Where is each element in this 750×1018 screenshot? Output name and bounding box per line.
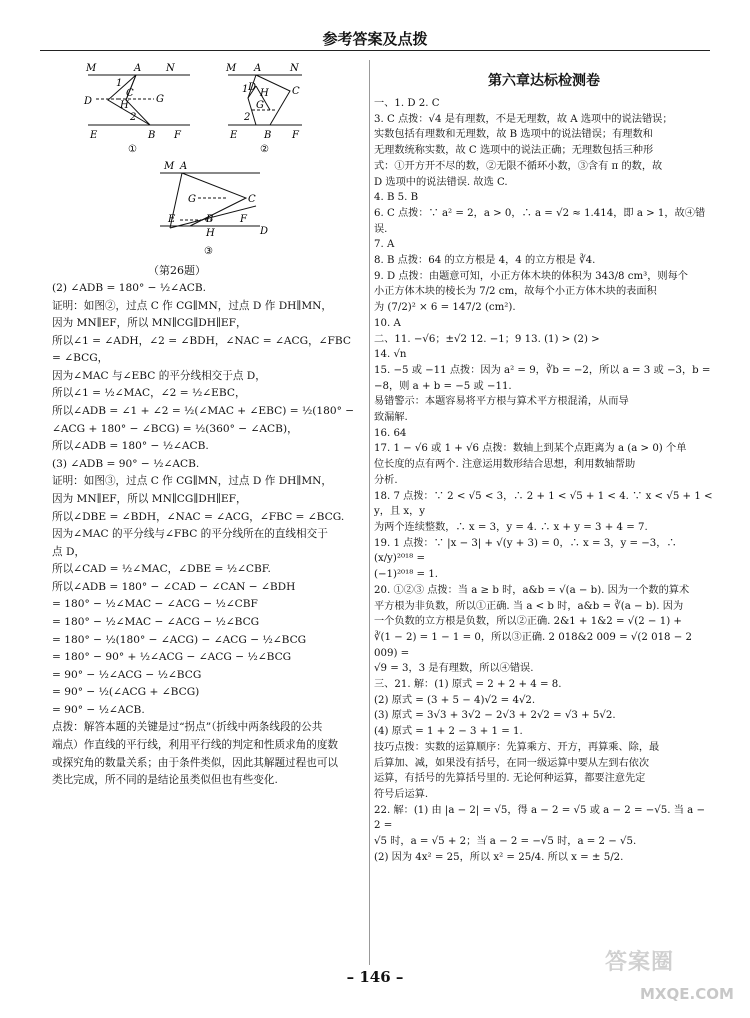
- fig1-label-m: M: [86, 63, 97, 74]
- fig1-label-e: E: [90, 130, 98, 141]
- right-line: 17. 1 − √6 或 1 + √6 点拨：数轴上到某个点距离为 a (a > 0) 个单: [374, 443, 687, 455]
- right-line: 分析.: [374, 474, 398, 486]
- figure-2: [228, 75, 302, 125]
- page-number: – 146 –: [346, 968, 404, 986]
- fig2-label-2: 2: [244, 112, 251, 123]
- fig1-label-g: G: [156, 94, 164, 105]
- left-column: [52, 280, 362, 790]
- left-line: 证明：如图②，过点 C 作 CG∥MN，过点 D 作 DH∥MN，: [52, 299, 333, 312]
- fig3-label-b: B: [206, 214, 214, 225]
- right-line: 一、1. D 2. C: [374, 98, 440, 109]
- fig3-label-g: G: [188, 194, 196, 205]
- right-column: [374, 96, 714, 865]
- fig2-caption: ②: [260, 144, 269, 155]
- figure-caption: （第26题）: [148, 264, 206, 277]
- right-line: 3. C 点拨：√4 是有理数，不是无理数，故 A 选项中的说法错误；: [374, 113, 673, 125]
- left-line: 所以∠ADB = 180° − ½∠ACB.: [52, 440, 209, 453]
- left-line: 所以∠CAD = ½∠MAC，∠DBE = ½∠CBF.: [52, 563, 271, 576]
- right-line: 为两个连续整数，∴ x = 3，y = 4. ∴ x + y = 3 + 4 = 7.: [374, 521, 648, 533]
- left-line: = 180° − ½∠MAC − ∠ACG − ½∠BCG: [52, 615, 260, 628]
- right-line: (−1)²⁰¹⁸ = 1.: [374, 569, 439, 581]
- right-line: 符号后运算.: [374, 788, 429, 800]
- left-line: 所以∠1 = ½∠MAC，∠2 = ½∠EBC，: [52, 387, 246, 400]
- left-line: = 90° − ½∠ACG − ½∠BCG: [52, 668, 202, 681]
- fig1-label-n: N: [166, 63, 175, 74]
- header-rule: [40, 50, 710, 51]
- fig1-label-f: F: [174, 130, 181, 141]
- left-line: 证明：如图③，过点 C 作 CG∥MN，过点 D 作 DH∥MN，: [52, 475, 333, 488]
- right-line: 8. B 点拨：64 的立方根是 4，4 的立方根是 ∛4.: [374, 255, 596, 267]
- left-line: = 180° − ½(180° − ∠ACG) − ∠ACG − ½∠BCG: [52, 633, 307, 646]
- right-line: 技巧点拨：实数的运算顺序：先算乘方、开方，再算乘、除，最: [374, 741, 660, 753]
- fig2-label-b: B: [264, 130, 272, 141]
- left-line: 因为∠MAC 的平分线与∠FBC 的平分线所在的直线相交于: [52, 528, 328, 541]
- right-line: 20. ①②③ 点拨：当 a ≥ b 时，a&b = √(a − b). 因为一个数的算术: [374, 584, 690, 596]
- left-line: 点 D，: [52, 545, 86, 558]
- fig3-label-m: M: [164, 161, 175, 172]
- fig1-label-a: A: [134, 63, 142, 74]
- page-header: 参考答案及点拨: [322, 30, 428, 48]
- fig2-label-c: C: [292, 86, 300, 97]
- right-line: √5 时，a = √5 + 2；当 a − 2 = −√5 时，a = 2 − √5.: [374, 836, 637, 848]
- right-line: −8，则 a + b = −5 或 −11.: [374, 380, 512, 392]
- left-line: = 180° − 90° + ½∠ACG − ∠ACG − ½∠BCG: [52, 651, 292, 664]
- right-line: 7. A: [374, 239, 395, 251]
- fig2-label-e: E: [230, 130, 238, 141]
- right-line: √9 = 3，3 是有理数，所以④错误.: [374, 663, 534, 675]
- right-line: 22. 解：(1) 由 |a − 2| = √5，得 a − 2 = √5 或 a − 2 = −√5. 当 a − 2 =: [374, 804, 705, 832]
- right-line: 9. D 点拨：由题意可知，小正方体木块的体积为 343/8 cm³，则每个: [374, 270, 688, 282]
- right-line: 二、11. −√6；±√2 12. −1；9 13. (1) > (2) >: [374, 333, 600, 345]
- fig2-label-h: H: [260, 88, 269, 99]
- left-line: 所以∠ADB = ∠1 + ∠2 = ½(∠MAC + ∠EBC) = ½(180° −: [52, 405, 355, 418]
- right-line: (2) 原式 = (3 + 5 − 4)√2 = 4√2.: [374, 694, 536, 706]
- right-line: 16. 64: [374, 427, 407, 439]
- fig3-label-a: A: [180, 161, 188, 172]
- left-line: ∠ACG + 180° − ∠BCG) = ½(360° − ∠ACB)，: [52, 422, 298, 435]
- right-line: 19. 1 点拨：∵ |x − 3| + √(y + 3) = 0，∴ x = 3，y = −3，∴ (x/y)²⁰¹⁸ =: [374, 537, 677, 565]
- right-line: 后算加、减，如果没有括号，在同一级运算中要从左到右依次: [374, 757, 650, 769]
- right-line: 运算，有括号的先算括号里的. 无论何种运算，都要注意先定: [374, 773, 646, 785]
- left-line: 端点）作直线的平行线，利用平行线的判定和性质求角的度数: [52, 739, 339, 752]
- left-line: (3) ∠ADB = 90° − ½∠ACB.: [52, 457, 200, 470]
- left-line: 所以∠1 = ∠ADH，∠2 = ∠BDH，∠NAC = ∠ACG，∠FBC = ∠BCG，: [52, 334, 351, 365]
- fig3-label-c: C: [248, 194, 256, 205]
- right-line: 易错警示：本题容易将平方根与算术平方根混淆，从而导: [374, 396, 629, 408]
- right-line: 平方根为非负数，所以①正确. 当 a < b 时，a&b = ∛(a − b). 因为: [374, 600, 684, 612]
- left-line: 因为 MN∥EF，所以 MN∥CG∥DH∥EF，: [52, 317, 247, 330]
- fig2-label-a: A: [254, 63, 262, 74]
- right-line: 18. 7 点拨：∵ 2 < √5 < 3，∴ 2 + 1 < √5 + 1 < 4. ∵ x < √5 + 1 < y，且 x，y: [374, 490, 713, 518]
- fig3-label-d: D: [260, 226, 269, 237]
- right-line: 小正方体木块的棱长为 7/2 cm，故每个小正方体木块的表面积: [374, 286, 657, 298]
- right-line: 实数包括有理数和无理数，故 B 选项中的说法错误；有理数和: [374, 129, 653, 141]
- right-line: 致漏解.: [374, 412, 408, 424]
- right-line: 10. A: [374, 317, 401, 329]
- left-line: 所以∠DBE = ∠BDH，∠NAC = ∠ACG，∠FBC = ∠BCG.: [52, 510, 345, 523]
- fig1-label-d: D: [84, 96, 93, 107]
- watermark-logo: 答案圈: [605, 950, 675, 975]
- fig2-label-g: G: [256, 100, 264, 111]
- right-line: 15. −5 或 −11 点拨：因为 a² = 9，∛b = −2，所以 a = 3 或 −3，b =: [374, 364, 711, 376]
- fig3-label-f: F: [240, 214, 247, 225]
- fig1-label-2: 2: [130, 112, 137, 123]
- left-line: 所以∠ADB = 180° − ∠CAD − ∠CAN − ∠BDH: [52, 580, 296, 593]
- fig1-label-1: 1: [116, 78, 123, 89]
- fig2-label-1: 1: [242, 84, 249, 95]
- right-line: 式：①开方开不尽的数，②无限不循环小数，③含有 π 的数，故: [374, 160, 663, 172]
- right-line: 14. √n: [374, 349, 407, 361]
- fig1-label-h: H: [120, 100, 129, 111]
- figure-1: [88, 75, 190, 125]
- right-line: 为 (7/2)² × 6 = 147/2 (cm²).: [374, 302, 516, 314]
- left-line: 因为∠MAC 与∠EBC 的平分线相交于点 D，: [52, 369, 266, 382]
- fig1-caption: ①: [128, 144, 137, 155]
- right-line: (3) 原式 = 3√3 + 3√2 − 2√3 + 2√2 = √3 + 5√2.: [374, 710, 616, 722]
- fig3-label-h: H: [206, 228, 215, 239]
- fig3-label-e: E: [168, 214, 176, 225]
- fig2-label-f: F: [292, 130, 299, 141]
- left-line: = 180° − ½∠MAC − ∠ACG − ½∠CBF: [52, 598, 258, 611]
- fig2-label-d: D: [248, 82, 257, 93]
- right-line: D 选项中的说法错误. 故选 C.: [374, 176, 508, 188]
- fig2-label-n: N: [290, 63, 299, 74]
- right-line: ∛(1 − 2) = 1 − 1 = 0，所以③正确. 2 018&2 009 = √(2 018 − 2 009) =: [374, 631, 693, 659]
- chapter-test-title: 第六章达标检测卷: [488, 73, 600, 89]
- right-line: 位长度的点有两个. 注意运用数形结合思想，利用数轴帮助: [374, 459, 636, 471]
- fig1-label-b: B: [148, 130, 156, 141]
- left-line: 因为 MN∥EF，所以 MN∥CG∥DH∥EF，: [52, 492, 247, 505]
- right-line: 6. C 点拨：∵ a² = 2，a > 0，∴ a = √2 ≈ 1.414，即 a > 1，故④错误.: [374, 207, 706, 235]
- watermark-url: MXQE.COM: [640, 985, 734, 1003]
- right-line: (4) 原式 = 1 + 2 − 3 + 1 = 1.: [374, 726, 523, 738]
- right-line: 三、21. 解：(1) 原式 = 2 + 2 + 4 = 8.: [374, 679, 562, 691]
- right-line: 无理数统称实数，故 C 选项中的说法正确；无理数包括三种形: [374, 145, 654, 157]
- fig1-label-c: C: [126, 88, 134, 99]
- left-line: (2) ∠ADB = 180° − ½∠ACB.: [52, 282, 206, 294]
- fig2-label-m: M: [226, 63, 237, 74]
- left-line: 类比完成，所不同的是结论虽类似但也有些变化.: [52, 774, 278, 787]
- right-line: 4. B 5. B: [374, 192, 419, 204]
- right-line: 一个负数的立方根是负数，所以②正确. 2&1 + 1&2 = √(2 − 1) +: [374, 616, 682, 628]
- left-line: 点拨：解答本题的关键是过“拐点”（折线中两条线段的公共: [52, 721, 323, 734]
- left-line: = 90° − ½∠ACB.: [52, 703, 145, 716]
- left-line: 或探究角的数量关系；由于条件类似，因此其解题过程也可以: [52, 756, 339, 769]
- left-line: = 90° − ½(∠ACG + ∠BCG): [52, 686, 200, 699]
- geometry-figures: [80, 58, 380, 283]
- right-line: (2) 因为 4x² = 25，所以 x² = 25/4. 所以 x = ± 5/2.: [374, 851, 624, 863]
- fig3-caption: ③: [204, 246, 213, 257]
